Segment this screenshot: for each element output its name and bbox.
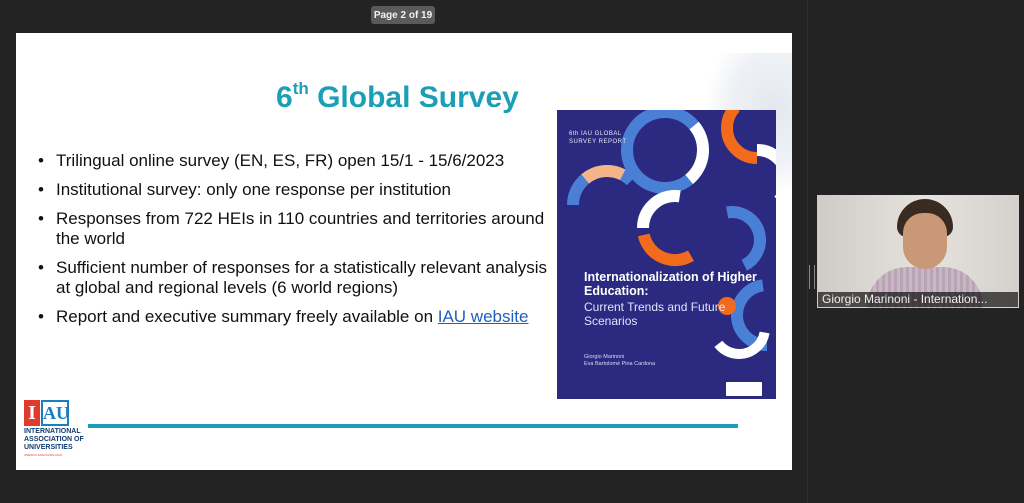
page-indicator: Page 2 of 19 — [371, 6, 435, 24]
cover-authors: Giorgio Marinoni Eva Bartolomé Pina Cardona — [584, 354, 656, 367]
title-text: Global Survey — [308, 81, 519, 114]
bullet-item: • Institutional survey: only one response per institution — [38, 180, 558, 200]
presentation-slide — [16, 33, 792, 470]
bullet-item: • Trilingual online survey (EN, ES, FR) open 15/1 - 15/6/2023 — [38, 151, 558, 171]
bullet-item: • Sufficient number of responses for a statistically relevant analysis at global and regional levels (6 world regions) — [38, 258, 558, 298]
participant-face — [903, 213, 947, 269]
report-cover-image — [557, 110, 776, 399]
title-number: 6 — [276, 81, 293, 114]
title-ordinal: th — [292, 79, 309, 98]
participant-name-label: Giorgio Marinoni - Internation... — [818, 292, 1018, 307]
cover-logo — [726, 382, 762, 396]
iau-logo: I AU INTERNATIONAL ASSOCIATION OF UNIVERSITIES UNESCO ASSOCIATE NGO — [24, 398, 86, 456]
bullet-text: Report and executive summary freely available on — [56, 307, 438, 326]
bullet-item: • Responses from 722 HEIs in 110 countries and territories around the world — [38, 209, 558, 249]
cover-title: Internationalization of Higher Education: — [584, 270, 757, 298]
cover-subtitle: Current Trends and Future Scenarios — [584, 300, 726, 328]
panel-divider — [807, 0, 808, 503]
iau-logo-text: INTERNATIONAL ASSOCIATION OF UNIVERSITIES — [24, 428, 84, 451]
cover-header: 6th IAU GLOBAL SURVEY REPORT — [569, 131, 627, 145]
bullet-item — [38, 307, 558, 327]
iau-website-link[interactable]: IAU website — [437, 307, 529, 326]
slide-title — [276, 81, 519, 115]
footer-bar — [88, 424, 738, 428]
bullet-list — [38, 151, 558, 336]
resize-handle[interactable] — [809, 265, 815, 289]
iau-logo-tagline: UNESCO ASSOCIATE NGO — [24, 453, 63, 457]
